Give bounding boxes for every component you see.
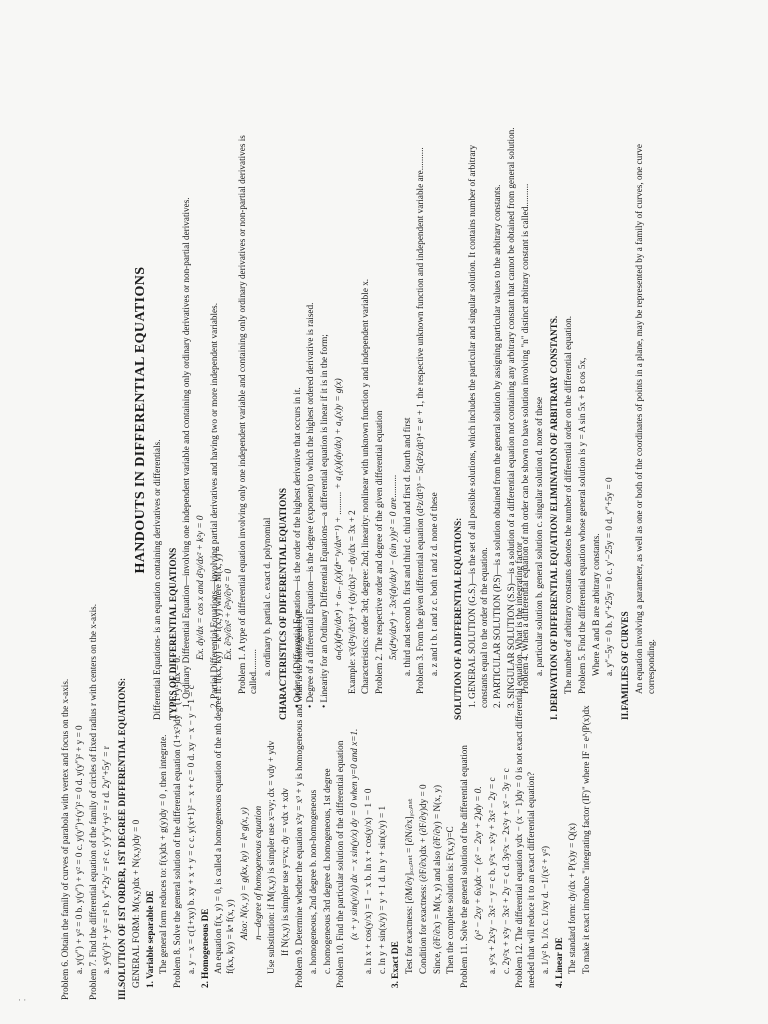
choices-line: c. homogeneous 3rd degree d. homogeneous, 1st degree xyxy=(321,768,332,974)
text-line: 1. GENERAL SOLUTION (G.S.)—is the set of all possible solutions, which includes the particular and singular solution. It contains number of arbitrary constants equal to the order of the equation. xyxy=(466,144,489,708)
definition-line: Differential Equations- is an equation containing derivatives or differentials. xyxy=(151,439,162,720)
problem-line: Problem 12. The differential equation ydx − (x − 1)dy = 0 is not exact differential equation. What is the integrating factor needed that will reduce it to an exact differential equation? xyxy=(514,542,537,988)
equation-line: Condition for exactness: (∂F/∂x)dx + (∂F/∂y)dy = 0 xyxy=(417,784,428,974)
choices-line: a. ln x + cos(y/x) = 1 − x b. ln x + cos(y/x) − 1 = 0 xyxy=(362,788,373,974)
problem-line: Problem 6. Obtain the family of curves of parabola with vertex and focus on the x-axis. xyxy=(60,678,70,1000)
choices-line: a. y − x = c(1+xy) b. xy + x + y = c c. y(x+1)² − x + c = 0 d. xy − x − y − 1 = c xyxy=(185,685,196,974)
equation-line: Since, (∂F/∂x) = M(x, y) and also (∂F/∂y) = N(x, y) xyxy=(431,784,442,974)
choices-line: a. y²x + 2x²y − 3x² − y = c b. y²x − x²y + 3x² − 2y = c xyxy=(486,777,497,974)
text-line: An equation f(x, y) = 0, is called a homogeneous equation of the nth degree if: f(kx, ky) = kⁿ f(x, y) where M(x, y) = f(kx, ky) = kⁿ f(x, y) xyxy=(213,546,236,974)
problem-line: Problem 11. Solve the general solution of the differential equation xyxy=(459,745,470,988)
text-line: If N(x,y) is simpler use y=vx; dy = vdx + xdv xyxy=(280,788,291,956)
section-heading: I. DERIVATION OF DIFFERENTIAL EQUATION/ ELIMINATION OF ARBITRARY CONSTANTS. xyxy=(549,315,560,720)
text-line: 3. SINGULAR SOLUTION (S.S)—is a solution of a differential equation not containing any arbitrary constant that cannot be obtained from general solution. xyxy=(506,127,517,708)
document-title: HANDOUTS IN DIFFERENTIAL EQUATIONS xyxy=(133,266,148,574)
text-line: An equation involving a parameter, as well as one or both of the coordinates of points in a plane, may be represented by a family of curves, one curve corresponding. xyxy=(633,144,656,694)
text-line: The general form reduces to: f(x)dx + g(y)dy = 0 , then integrate. xyxy=(158,734,169,974)
scan-speck: · · xyxy=(18,995,27,1005)
choices-line: a. 1/y² b. 1/x c. 1/xy d. −1/(x² + y²) xyxy=(539,845,550,974)
equation-line: aₙ(x)(dⁿy/dxⁿ) + aₙ₋₁(x)(dⁿ⁻¹y/dxⁿ⁻¹) + .......... + a₁(x)(dy/dx) + a₀(x)y = g(x) xyxy=(332,378,343,660)
equation-line: (y² − 2xy + 6x)dx − (x² − 2xy + 2)dy = 0. xyxy=(472,786,483,940)
problem-line: Problem 8. Solve the general solution of the differential equation (1+x²)dy − (1+y²)dx = 0. xyxy=(172,655,183,988)
text-line: Where A and B are arbitrary constants. xyxy=(590,533,601,676)
subsection-heading: 2. Homogeneous DE xyxy=(199,908,210,988)
text-line: 2. PARTICULAR SOLUTION (P.S)—is a solution obtained from the general solution by assigning particular values to the arbitrary constants. xyxy=(492,184,503,708)
equation-line: (x + y sin(y/x)) dx − x sin(y/x) dy = 0 when y=0 and x=1. xyxy=(349,728,360,940)
choices-line: a. ordinary b. partial c. exact d. polynomial xyxy=(262,517,273,676)
choices-line: a. z and t b. t and z c. both t and z d. none of these xyxy=(429,492,440,676)
equation-line: Ex. ∂²y/∂x² + ∂²y/∂y² = 0 xyxy=(222,568,233,660)
equation-line: Test for exactness: [∂M/∂y]ₓ꜀ₒₙₛₜ = [∂N/∂x]ᵧ꜀ₒₙₛₜ xyxy=(404,798,415,974)
text-line: The number of arbitrary constants denotes the number of differential order on the differential equation. xyxy=(563,315,574,694)
choices-line: c. ln y + sin(x/y) = y + 1 d. ln y + sin(x/y) = 1 xyxy=(376,805,387,974)
section-heading: III.SOLUTION OF 1ST ORDER, 1ST DEGREE DIFFERENTIAL EQUATIONS: xyxy=(117,677,128,1000)
choices-line: a. y″−5y = 0 b. y″+25y = 0 c. y′−25y = 0 d. y″+5y = 0 xyxy=(604,477,615,676)
equation-line: The standard form: dy/dx + P(x)y = Q(x) xyxy=(567,823,578,974)
subsection-heading: 3. Exact DE xyxy=(390,941,401,988)
choices-line: a. homogeneous, 2nd degree b. non-homogeneous xyxy=(307,789,318,974)
bullet-line: • Linearity for an Ordinary Differential Equations—a differential equation is linear if it is in the form; xyxy=(319,334,330,708)
problem-line: Problem 4. When a differential equation of nth order can be shown to have solution involving "n" distinct arbitrary constant is called.......... xyxy=(519,183,530,694)
text-line: GENERAL FORM: M(x,y)dx + N(x,y)dy = 0 xyxy=(130,819,141,988)
section-heading: TYPES OF DIFFERENTIAL EQUATIONS xyxy=(167,547,178,720)
subsection-heading: 1. Variable separable DE xyxy=(144,890,155,988)
problem-line: Problem 3. From the given differential equation (d²z/dt²)³ − 5t(d²z/dt²)⁴ = eᵗ + 1, the respective unknown function and independent variable are.......... xyxy=(415,147,426,694)
equation-line: Also: N(x, y) = g(kx, ky) = kⁿ g(x, y) xyxy=(238,807,249,940)
equation-line: Ex. dy/dx = cos x and d²y/dx² + k²y = 0 xyxy=(195,515,206,660)
text-line: n—degree of homogeneous equation xyxy=(252,805,263,940)
choices-line: a. particular solution b. general solution c. singular solution d. none of these xyxy=(533,396,544,676)
text-line: To make it exact introduce "integrating factor (IF)" where IF = e^∫P(x)dx xyxy=(581,705,592,974)
problem-line: Problem 2. The respective order and degree of the given differential equation xyxy=(374,410,385,694)
section-heading: II.FAMILIES OF CURVES xyxy=(620,611,631,720)
bullet-line: • Degree of a differential Equation—is the degree (exponent) to which the highest ordered derivative is raised. xyxy=(305,302,316,708)
problem-line: Problem 10. Find the particular solution of the differential equation xyxy=(335,740,346,988)
equation-line: 5x(d⁴y/dx⁴) + 3x²(dy/dx)³ − (sin y)y² = 0 are.......... xyxy=(387,474,398,660)
text-line: Then the complete solution is: F(x,y)=C xyxy=(445,826,456,974)
choices-line: a. y(y″) + y² = 0 b. y(y″) + y² = 0 c. y(y″)+(y′)² = 0 d. y(y″)² + y = 0 xyxy=(73,725,84,974)
text-line: Characteristics: order 3rd; degree: 2nd; linearity: nonlinear with unknown function y and independent variable x. xyxy=(360,278,371,694)
text-line: 1. Ordinary Differential Equation—involving one independent variable and containing only ordinary derivatives or non-partial derivatives. xyxy=(181,197,192,708)
text-line: 2. Partial Differential Equations—involving partial derivatives and having two or more independent variables. xyxy=(208,303,219,708)
choices-line: a. y²(y′)² + y² = r² b. y″+2y′ = r² c. y′y″y′+y² = r d. 2y″+5y′ = r xyxy=(101,746,112,974)
subsection-heading: 4. Linear DE xyxy=(553,937,564,988)
problem-line: Problem 1. A type of differential equation involving only one independent variable and containing only ordinary derivatives or non-partial derivatives is called.......... xyxy=(236,135,259,694)
problem-line: Problem 7. Find the differential equation of the family of circles of fixed radius r with centers on the x-axis. xyxy=(87,603,98,1000)
choices-line: c. 2y²x + x²y − 3x² + 2y = c d. 3y²x − 2x²y + x² − 3y = c xyxy=(500,768,511,974)
example-line: Example: x²(d²y/dx²)³ + (dy/dx)² − dy/dx = 3x + 2 xyxy=(346,510,357,694)
section-heading: SOLUTION OF A DIFFERENTIAL EQUATIONS: xyxy=(452,517,463,720)
choices-line: a. third and second b. first and third c. third and first d. fourth and first xyxy=(401,417,412,676)
problem-line: Problem 5. Find the differential equation whose general solution is y = A sin 5x + B cos 5x, xyxy=(576,357,587,694)
problem-line: Problem 9. Determine whether the equation x²y = x³ + y is homogeneous and what is its homogeneity? xyxy=(294,610,305,988)
section-heading: CHARACTERISTICS OF DIFFERENTIAL EQUATIONS xyxy=(277,487,288,720)
text-line: Use substitution: if M(x,y) is simpler use x=vy; dx = vdy + ydv xyxy=(266,740,277,974)
bullet-line: • Order of Differential Equation—is the order of the highest derivative that occurs in it. xyxy=(291,387,302,708)
